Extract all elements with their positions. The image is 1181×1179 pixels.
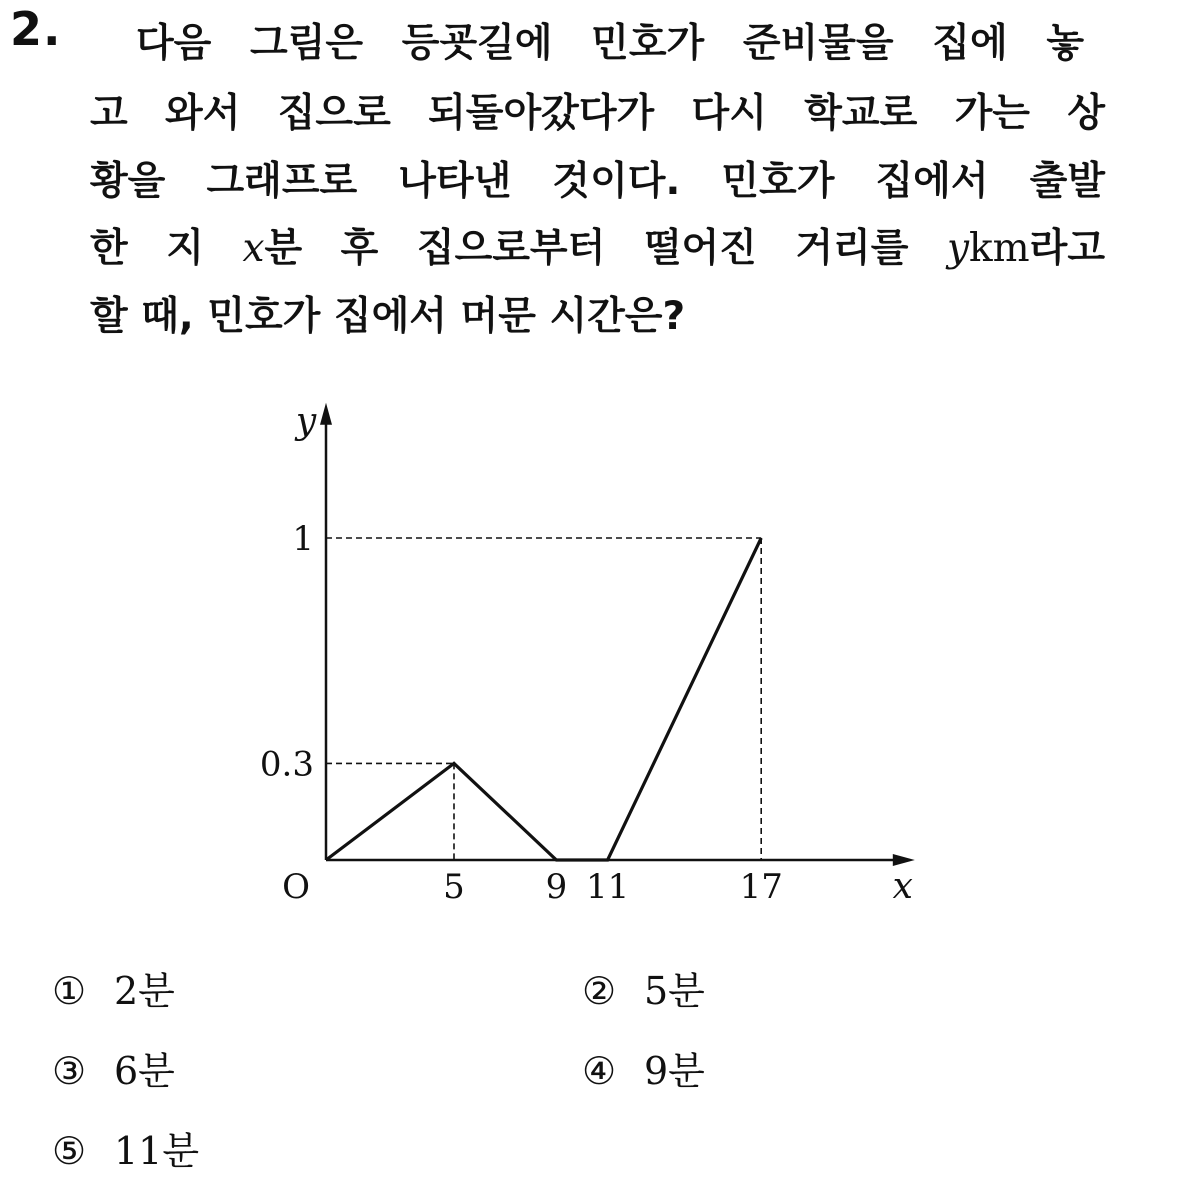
distance-series-line <box>326 538 761 860</box>
choice-1-marker: ① <box>52 969 87 1013</box>
question-text-line-1: 다음 그림은 등굣길에 민호가 준비물을 집에 놓 <box>136 21 1084 66</box>
choice-4[interactable] <box>582 1040 705 1095</box>
question-text-line-5: 할 때, 민호가 집에서 머문 시간은? <box>90 294 686 339</box>
y-tick-label-1: 1 <box>292 519 314 559</box>
y-tick-label-0-3: 0.3 <box>259 744 314 785</box>
choice-5-marker: ⑤ <box>52 1129 87 1173</box>
choice-1[interactable] <box>52 960 175 1015</box>
x-tick-label-11: 11 <box>585 867 630 907</box>
choice-1-text: 2분 <box>114 969 175 1013</box>
x-tick-label-5: 5 <box>443 867 465 907</box>
variable-y: y <box>946 226 970 271</box>
origin-label: O <box>282 867 310 907</box>
question-text-line-4-part-c: 라고 <box>1029 226 1105 271</box>
choice-2[interactable] <box>582 960 705 1015</box>
y-axis-arrow <box>320 403 332 425</box>
choice-5[interactable] <box>52 1120 199 1175</box>
choice-2-marker: ② <box>582 969 617 1013</box>
choice-4-marker: ④ <box>582 1049 617 1093</box>
choice-3-text: 6분 <box>114 1049 175 1093</box>
question-text-line-2: 고 와서 집으로 되돌아갔다가 다시 학교로 가는 상 <box>90 91 1105 136</box>
question-text-line-4-part-b: 분 후 집으로부터 떨어진 거리를 <box>264 226 947 271</box>
question-text-line-4-part-a: 한 지 <box>90 226 243 271</box>
unit-km: km <box>969 226 1030 271</box>
question-number: 2. <box>10 2 62 56</box>
choice-4-text: 9분 <box>644 1049 705 1093</box>
x-tick-label-9: 9 <box>545 867 568 907</box>
x-axis-arrow <box>893 854 915 866</box>
choice-3-marker: ③ <box>52 1049 87 1093</box>
choice-3[interactable] <box>52 1040 175 1095</box>
x-axis-label: x <box>892 866 913 907</box>
y-axis-label: y <box>295 400 317 442</box>
variable-x: x <box>242 226 265 271</box>
x-tick-label-17: 17 <box>739 867 783 907</box>
choice-2-text: 5분 <box>644 969 705 1013</box>
question-text-line-3: 황을 그래프로 나타낸 것이다. 민호가 집에서 출발 <box>90 159 1105 204</box>
choice-5-text: 11분 <box>114 1129 200 1173</box>
